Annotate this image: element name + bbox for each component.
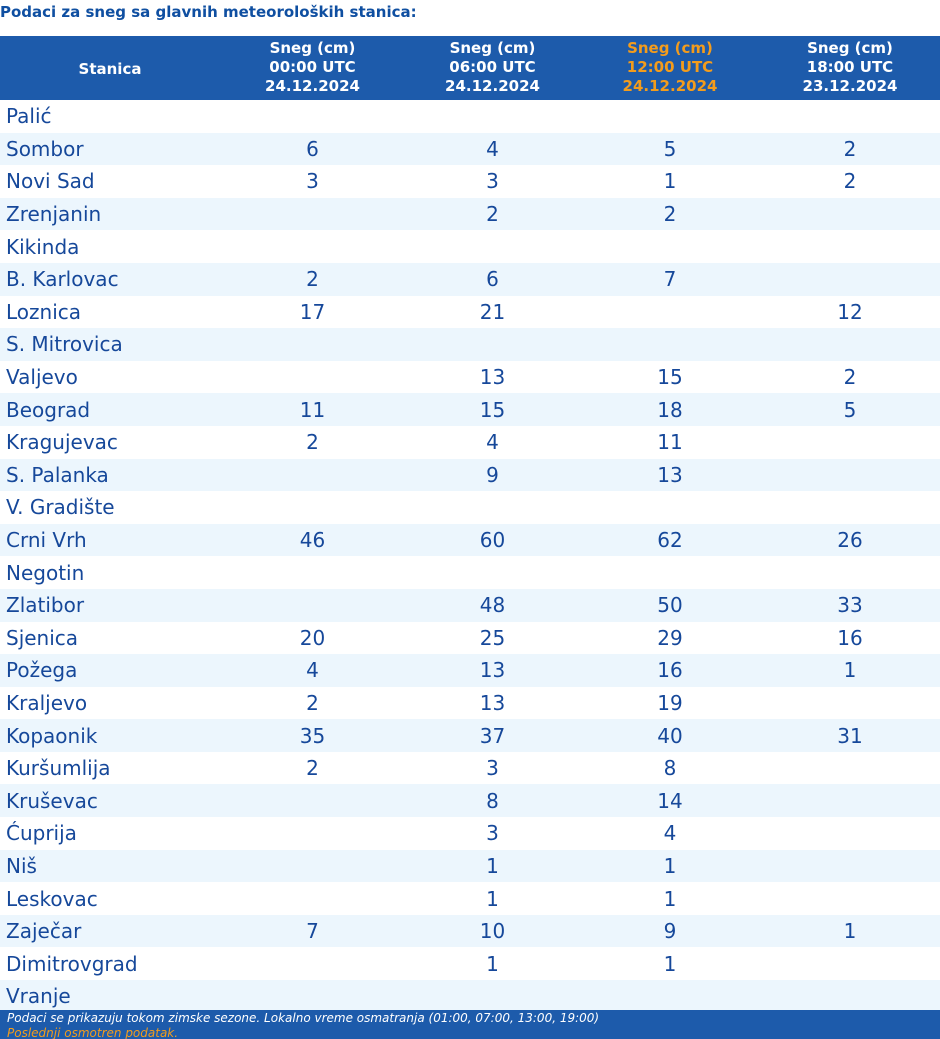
snow-value-cell: 20 (299, 625, 326, 650)
snow-value-cell (405, 328, 580, 361)
snow-value-cell: 1 (663, 951, 677, 976)
snow-value-cell (220, 817, 405, 850)
snow-value-cell: 33 (837, 593, 863, 618)
snow-value-cell (220, 980, 405, 1013)
snow-value-cell (220, 459, 405, 492)
snow-value-cell: 16 (657, 658, 683, 683)
table-row (0, 459, 940, 492)
station-name: Palić (6, 104, 52, 129)
table-body (0, 100, 940, 1013)
snow-table-container (0, 36, 940, 1013)
snow-value-cell: 3 (306, 169, 319, 194)
snow-value-cell: 1 (663, 169, 677, 194)
table-row (0, 980, 940, 1013)
table-row (0, 263, 940, 296)
table-row (0, 817, 940, 850)
footer-legend-latest: Poslednji osmotren podatak. (7, 1026, 179, 1039)
column-header-date: 24.12.2024 (622, 77, 718, 95)
snow-value-cell: 13 (479, 658, 506, 683)
snow-value-cell (580, 491, 760, 524)
snow-value-cell: 40 (657, 723, 683, 748)
snow-value-cell: 19 (657, 690, 683, 715)
snow-value-cell: 48 (479, 593, 506, 618)
snow-value-cell (220, 491, 405, 524)
snow-value-cell (760, 850, 940, 883)
snow-value-cell (580, 328, 760, 361)
snow-value-cell: 1 (843, 919, 857, 944)
snow-value-cell (760, 426, 940, 459)
snow-value-cell (760, 687, 940, 720)
snow-value-cell (405, 100, 580, 133)
snow-value-cell (760, 100, 940, 133)
footer-note: Podaci se prikazuju tokom zimske sezone. Lokalno vreme osmatranja (01:00, 07:00, 13:00, 19:00) (7, 1011, 600, 1025)
snow-value-cell: 2 (843, 136, 857, 161)
snow-value-cell: 1 (843, 658, 857, 683)
column-header-0600-utc (405, 36, 580, 100)
snow-value-cell: 4 (486, 430, 499, 455)
snow-value-cell (220, 947, 405, 980)
snow-value-cell (220, 589, 405, 622)
snow-value-cell: 2 (306, 756, 319, 781)
snow-value-cell: 31 (837, 723, 863, 748)
station-name: Loznica (6, 299, 82, 324)
snow-value-cell: 5 (663, 136, 677, 161)
snow-value-cell: 60 (479, 528, 506, 553)
table-row (0, 198, 940, 231)
column-header-label: Sneg (cm) (807, 39, 893, 57)
snow-value-cell (580, 980, 760, 1013)
table-row (0, 719, 940, 752)
station-name: Vranje (6, 984, 71, 1009)
station-name: Ćuprija (6, 821, 77, 846)
snow-value-cell: 10 (479, 919, 506, 944)
header-row (0, 36, 940, 100)
snow-value-cell: 2 (306, 267, 319, 292)
table-row (0, 296, 940, 329)
column-header-time: 12:00 UTC (626, 58, 714, 76)
column-header-time: 18:00 UTC (806, 58, 894, 76)
snow-value-cell (760, 882, 940, 915)
station-name: Crni Vrh (6, 528, 87, 553)
snow-value-cell: 37 (479, 723, 506, 748)
table-row (0, 784, 940, 817)
snow-value-cell: 9 (486, 462, 499, 487)
snow-value-cell (760, 263, 940, 296)
snow-value-cell: 6 (486, 267, 499, 292)
snow-value-cell (760, 198, 940, 231)
snow-value-cell: 15 (479, 397, 506, 422)
station-name: S. Palanka (6, 462, 109, 487)
snow-value-cell: 2 (843, 365, 857, 390)
snow-value-cell (580, 230, 760, 263)
snow-value-cell: 62 (657, 528, 683, 553)
snow-value-cell (760, 491, 940, 524)
table-row (0, 524, 940, 557)
column-header-date: 24.12.2024 (445, 77, 540, 95)
snow-value-cell (405, 491, 580, 524)
column-header-label: Sneg (cm) (269, 39, 356, 57)
snow-value-cell (220, 328, 405, 361)
table-row (0, 100, 940, 133)
snow-value-cell: 9 (663, 919, 677, 944)
column-header-date: 24.12.2024 (265, 77, 360, 95)
snow-value-cell: 35 (299, 723, 326, 748)
snow-value-cell: 2 (306, 430, 319, 455)
snow-value-cell (220, 556, 405, 589)
snow-value-cell: 1 (486, 886, 499, 911)
table-row (0, 393, 940, 426)
snow-value-cell: 11 (657, 430, 683, 455)
snow-value-cell: 29 (657, 625, 683, 650)
snow-value-cell: 16 (837, 625, 863, 650)
table-row (0, 491, 940, 524)
snow-value-cell (760, 817, 940, 850)
snow-value-cell: 1 (486, 951, 499, 976)
snow-value-cell: 3 (486, 169, 499, 194)
snow-value-cell (760, 947, 940, 980)
station-name: Sjenica (6, 625, 79, 650)
table-row (0, 165, 940, 198)
snow-value-cell (760, 459, 940, 492)
snow-value-cell: 17 (299, 299, 326, 324)
station-name: Kopaonik (6, 723, 98, 748)
station-name: Niš (6, 853, 37, 878)
table-row (0, 622, 940, 655)
snow-value-cell (760, 784, 940, 817)
snow-value-cell (760, 980, 940, 1013)
table-row (0, 947, 940, 980)
snow-value-cell (580, 100, 760, 133)
snow-value-cell: 12 (837, 299, 863, 324)
table-row (0, 328, 940, 361)
snow-value-cell: 4 (306, 658, 319, 683)
table-row (0, 850, 940, 883)
table-row (0, 654, 940, 687)
snow-value-cell (580, 556, 760, 589)
station-name: Kraljevo (6, 690, 88, 715)
snow-value-cell: 50 (657, 593, 683, 618)
station-name: V. Gradište (6, 495, 115, 520)
snow-value-cell: 2 (306, 690, 319, 715)
station-name: Požega (6, 658, 78, 683)
table-row (0, 426, 940, 459)
station-name: Zrenjanin (6, 202, 102, 227)
snow-value-cell: 8 (663, 756, 677, 781)
table-row (0, 556, 940, 589)
snow-value-cell (220, 784, 405, 817)
snow-value-cell: 5 (843, 397, 857, 422)
snow-value-cell (220, 230, 405, 263)
snow-value-cell: 25 (479, 625, 506, 650)
table-row (0, 687, 940, 720)
snow-value-cell: 21 (479, 299, 506, 324)
snow-value-cell (405, 980, 580, 1013)
table-row (0, 882, 940, 915)
snow-value-cell: 1 (486, 853, 499, 878)
snow-value-cell: 46 (299, 528, 326, 553)
snow-value-cell: 11 (299, 397, 326, 422)
table-row (0, 589, 940, 622)
station-name: Valjevo (6, 365, 78, 390)
snow-value-cell: 2 (663, 202, 677, 227)
column-header-1800-utc (760, 36, 940, 100)
station-name: Zlatibor (6, 593, 85, 618)
station-name: Zaječar (6, 919, 82, 944)
snow-data-table (0, 36, 940, 1013)
column-header-label: Sneg (cm) (449, 39, 536, 57)
snow-value-cell: 4 (486, 136, 499, 161)
station-name: Leskovac (6, 886, 98, 911)
table-footer (0, 1010, 940, 1039)
snow-value-cell (405, 230, 580, 263)
snow-value-cell (220, 100, 405, 133)
snow-value-cell: 2 (843, 169, 857, 194)
page-title: Podaci za sneg sa glavnih meteoroloških stanica: (0, 3, 417, 21)
snow-value-cell (760, 328, 940, 361)
snow-value-cell: 8 (486, 788, 499, 813)
column-header-1200-utc-latest (580, 36, 760, 100)
station-name: Beograd (6, 397, 91, 422)
snow-value-cell: 18 (657, 397, 683, 422)
snow-value-cell (760, 752, 940, 785)
snow-value-cell (220, 882, 405, 915)
station-name: B. Karlovac (6, 267, 119, 292)
station-name: Sombor (6, 136, 84, 161)
snow-value-cell: 15 (657, 365, 683, 390)
column-header-time: 00:00 UTC (269, 58, 356, 76)
snow-value-cell (405, 556, 580, 589)
table-row (0, 752, 940, 785)
station-name: Dimitrovgrad (6, 951, 138, 976)
snow-value-cell: 13 (479, 690, 506, 715)
snow-value-cell: 6 (306, 136, 319, 161)
snow-value-cell: 1 (663, 853, 677, 878)
snow-value-cell: 14 (657, 788, 683, 813)
snow-value-cell (220, 198, 405, 231)
snow-value-cell: 7 (306, 919, 319, 944)
snow-value-cell: 2 (486, 202, 499, 227)
snow-value-cell (580, 296, 760, 329)
snow-value-cell (760, 556, 940, 589)
station-column-header: Stanica (0, 36, 220, 100)
column-header-time: 06:00 UTC (449, 58, 536, 76)
table-header (0, 36, 940, 100)
station-name: Kragujevac (6, 430, 118, 455)
snow-value-cell: 4 (663, 821, 677, 846)
snow-value-cell: 7 (663, 267, 677, 292)
column-header-date: 23.12.2024 (802, 77, 898, 95)
station-name: Novi Sad (6, 169, 95, 194)
snow-value-cell: 1 (663, 886, 677, 911)
snow-value-cell (760, 230, 940, 263)
snow-value-cell (220, 850, 405, 883)
table-row (0, 230, 940, 263)
snow-value-cell: 26 (837, 528, 863, 553)
station-name: S. Mitrovica (6, 332, 123, 357)
station-name: Kruševac (6, 788, 98, 813)
station-name: Kuršumlija (6, 756, 111, 781)
table-row (0, 361, 940, 394)
column-header-label: Sneg (cm) (627, 39, 713, 57)
station-name: Negotin (6, 560, 85, 585)
column-header-0000-utc (220, 36, 405, 100)
snow-value-cell: 3 (486, 756, 499, 781)
station-name: Kikinda (6, 234, 80, 259)
snow-value-cell: 13 (657, 462, 683, 487)
snow-value-cell: 13 (479, 365, 506, 390)
table-row (0, 133, 940, 166)
snow-value-cell (220, 361, 405, 394)
snow-value-cell: 3 (486, 821, 499, 846)
table-row (0, 915, 940, 948)
